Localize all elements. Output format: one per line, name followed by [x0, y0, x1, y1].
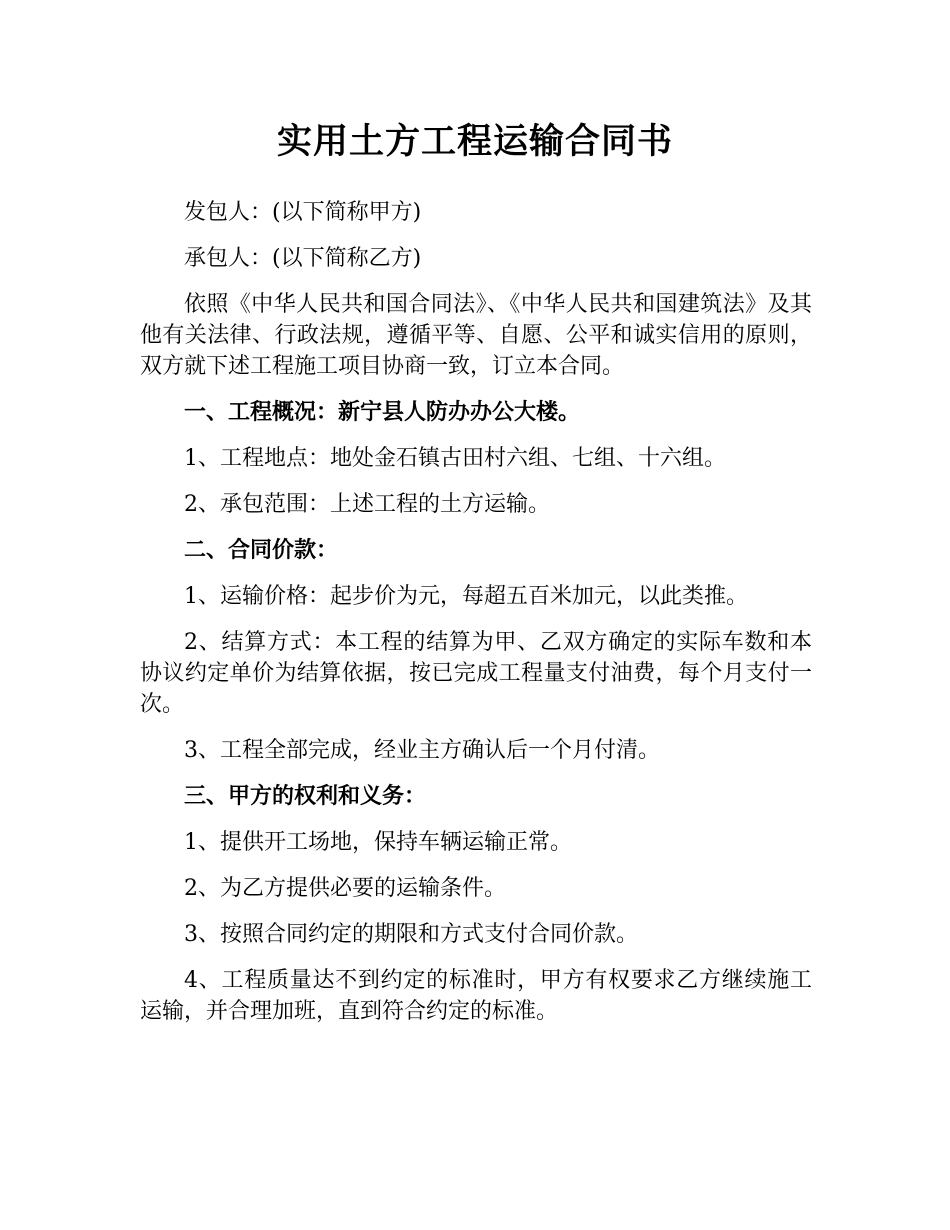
paragraph-preamble: 依照《中华人民共和国合同法》、《中华人民共和国建筑法》及其他有关法律、行政法规，遵循平等、自愿、公平和诚实信用的原则，双方就下述工程施工项目协商一致，订立本合同。 — [140, 292, 812, 379]
paragraph-settlement-method: 2、结算方式：本工程的结算为甲、乙双方确定的实际车数和本协议约定单价为结算依据，按已完成工程量支付油费，每个月支付一次。 — [140, 630, 812, 717]
paragraph-final-payment: 3、工程全部完成，经业主方确认后一个月付清。 — [184, 738, 660, 763]
paragraph-project-location: 1、工程地点：地处金石镇古田村六组、七组、十六组。 — [184, 446, 726, 471]
paragraph-party-a-duty-2: 2、为乙方提供必要的运输条件。 — [184, 876, 506, 901]
paragraph-party-a-duty-3: 3、按照合同约定的期限和方式支付合同价款。 — [184, 922, 638, 947]
paragraph-party-a: 发包人：(以下简称甲方) — [184, 200, 422, 225]
document-title: 实用土方工程运输合同书 — [276, 122, 673, 162]
section-heading-project-overview: 一、工程概况：新宁县人防办办公大楼。 — [184, 400, 581, 425]
paragraph-contract-scope: 2、承包范围：上述工程的土方运输。 — [184, 492, 550, 517]
paragraph-party-a-duty-1: 1、提供开工场地，保持车辆运输正常。 — [184, 830, 572, 855]
paragraph-party-b: 承包人：(以下简称乙方) — [184, 246, 422, 271]
section-heading-contract-price: 二、合同价款： — [184, 538, 339, 563]
paragraph-party-a-duty-4: 4、工程质量达不到约定的标准时，甲方有权要求乙方继续施工运输，并合理加班，直到符合约定的标准。 — [140, 968, 812, 1024]
paragraph-transport-price: 1、运输价格：起步价为元，每超五百米加元，以此类推。 — [184, 584, 748, 609]
document-body — [140, 197, 812, 1042]
section-heading-party-a-rights: 三、甲方的权利和义务： — [184, 784, 427, 809]
